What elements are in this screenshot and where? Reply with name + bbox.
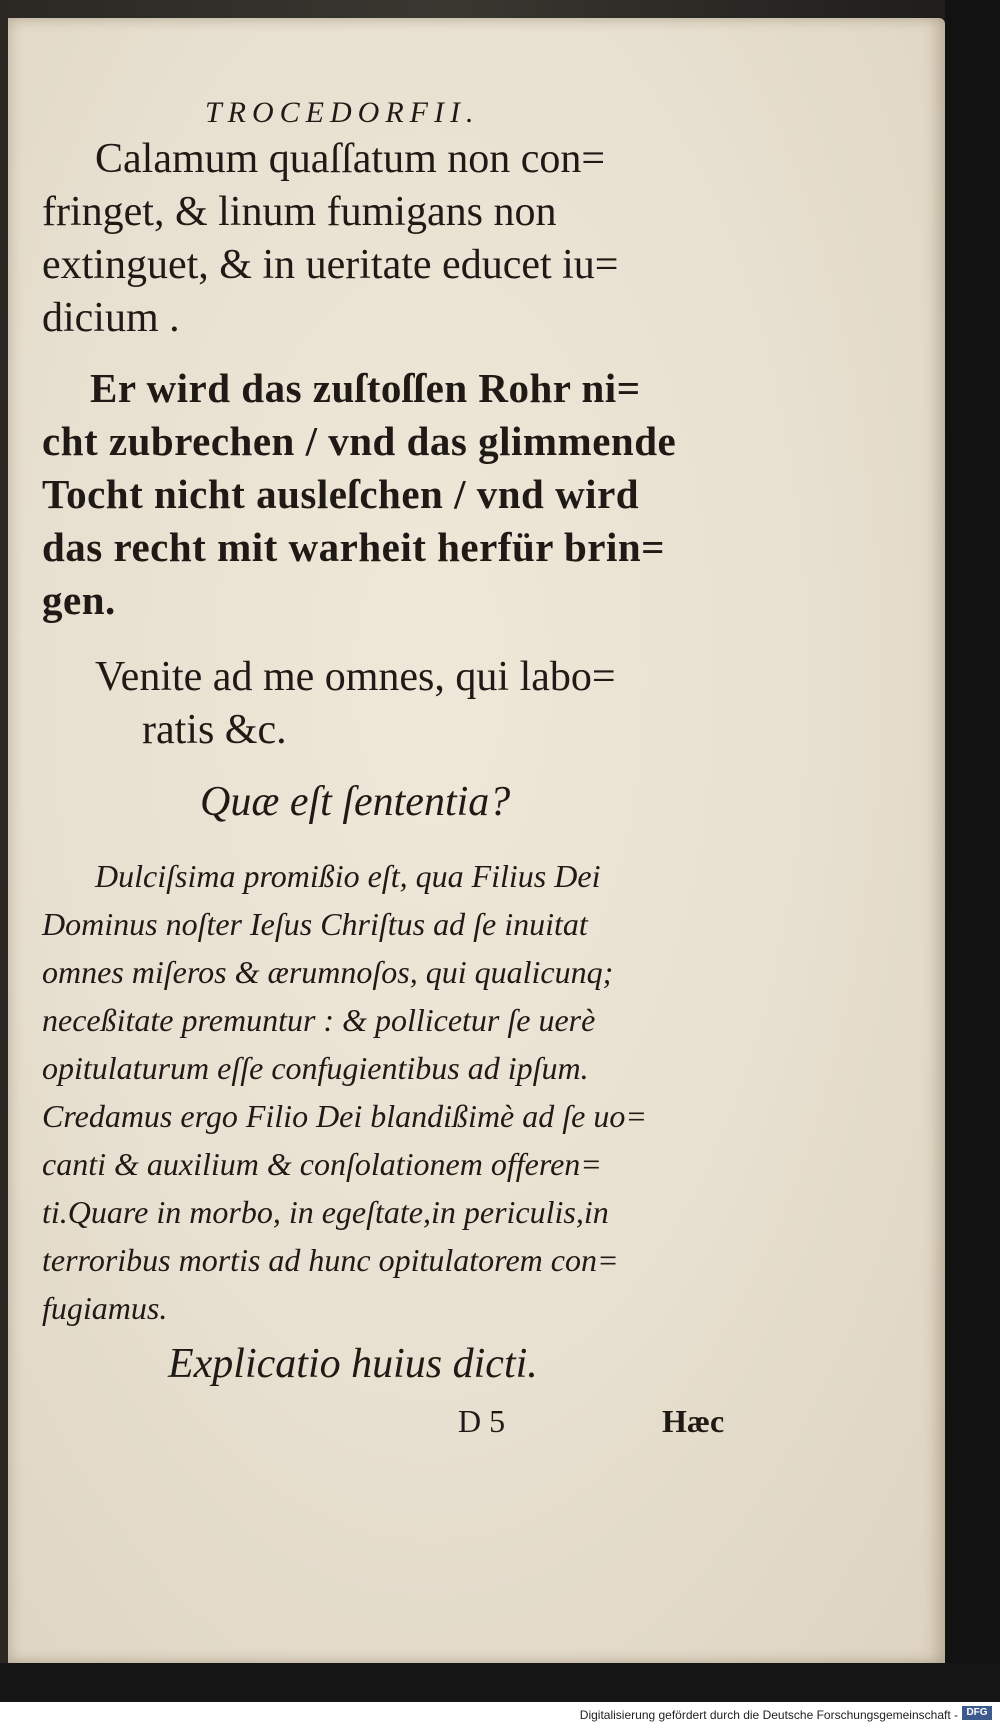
answer-line: ti.Quare in morbo, in egeſtate,in periculis,in	[42, 1194, 609, 1230]
answer-line: opitulaturum eſſe confugientibus ad ipſum.	[42, 1050, 589, 1086]
answer-line: Dulciſsima promißio eſt, qua Filius Dei	[95, 858, 601, 894]
latin-verse-line: dicium .	[42, 295, 180, 341]
scan-right-margin	[945, 0, 1000, 1726]
german-verse-line: cht zubrechen / vnd das glimmende	[42, 418, 677, 464]
running-head: TROCEDORFII.	[205, 96, 480, 129]
german-verse-line: gen.	[42, 577, 116, 623]
latin-verse-line: fringet, & linum fumigans non	[42, 189, 557, 235]
explicatio-heading: Explicatio huius dicti.	[168, 1341, 538, 1387]
german-verse-line: Er wird das zuſtoſſen Rohr ni=	[90, 365, 641, 411]
dfg-logo: DFG	[962, 1706, 992, 1720]
answer-line: canti & auxilium & conſolationem offeren=	[42, 1146, 602, 1182]
footer-credit: Digitalisierung gefördert durch die Deutsche Forschungsgemeinschaft -	[579, 1708, 958, 1722]
answer-line: Dominus noſter Ieſus Chriſtus ad ſe inuitat	[42, 906, 588, 942]
question-heading: Quæ eſt ſententia?	[200, 779, 511, 825]
german-verse-line: Tocht nicht ausleſchen / vnd wird	[42, 471, 640, 517]
catchword: Hæc	[662, 1403, 725, 1439]
latin-verse-2-line: Venite ad me omnes, qui labo=	[95, 654, 616, 700]
latin-verse-line: extinguet, & in ueritate educet iu=	[42, 242, 619, 288]
german-verse-line: das recht mit warheit herfür brin=	[42, 524, 666, 570]
latin-verse-2-line: ratis &c.	[142, 707, 287, 753]
answer-line: neceßitate premuntur : & pollicetur ſe uerè	[42, 1002, 596, 1038]
signature-mark: D 5	[458, 1403, 506, 1439]
answer-line: omnes miſeros & ærumnoſos, qui qualicunq;	[42, 954, 614, 990]
answer-line: fugiamus.	[42, 1290, 168, 1326]
answer-line: Credamus ergo Filio Dei blandißimè ad ſe uo=	[42, 1098, 647, 1134]
latin-verse-line: Calamum quaſſatum non con=	[95, 136, 606, 182]
answer-line: terroribus mortis ad hunc opitulatorem con=	[42, 1242, 619, 1278]
